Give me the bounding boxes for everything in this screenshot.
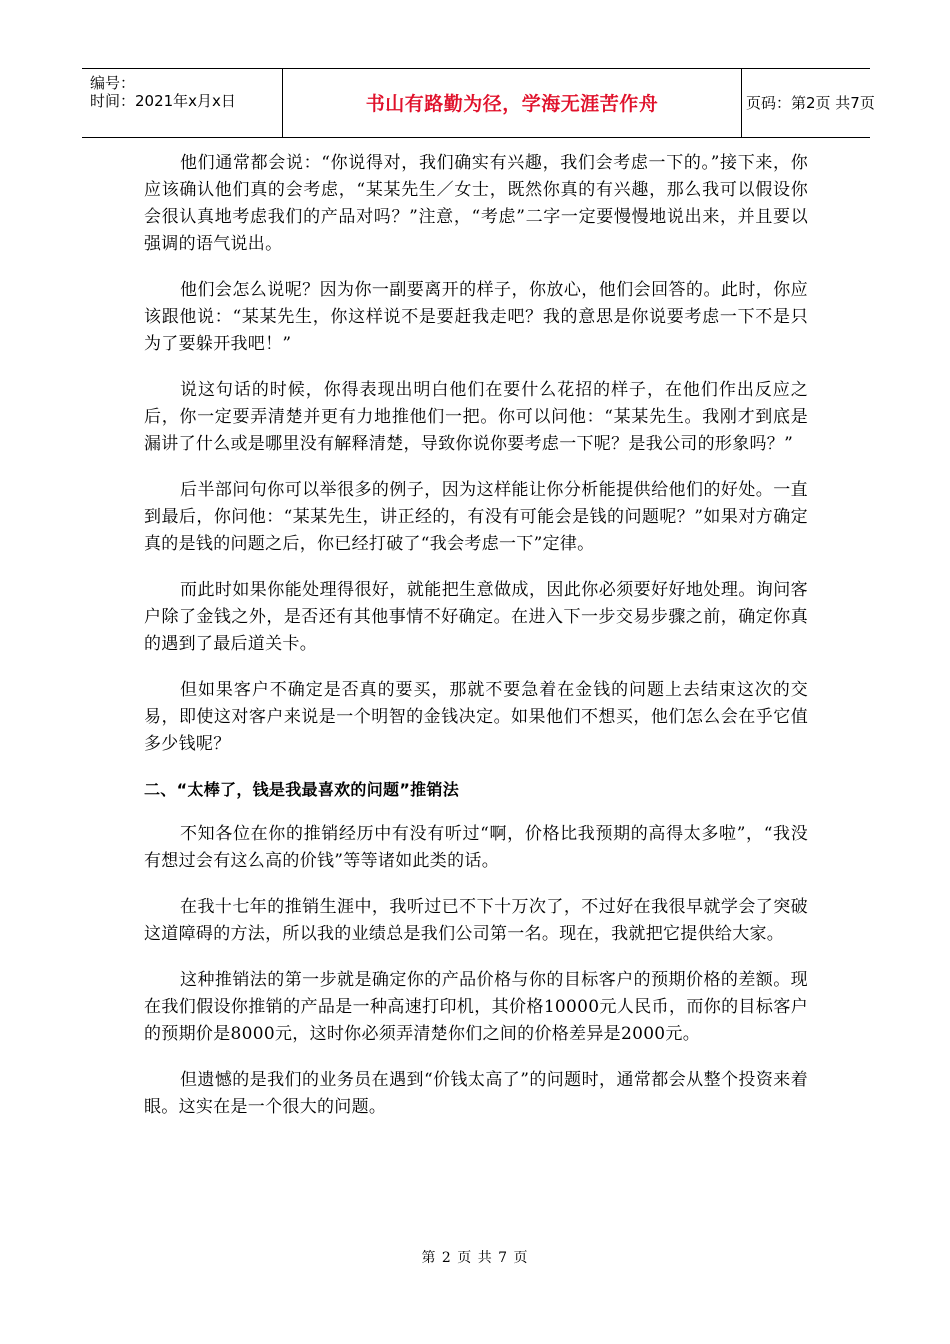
document-number-label: 编号： xyxy=(90,74,136,92)
body-paragraph: 说这句话的时候，你得表现出明白他们在要什么花招的样子，在他们作出反应之后，你一定要弄清楚并更有力地推他们一把。你可以问他：“某某先生。我刚才到底是漏讲了什么或是哪里没有解释清楚，导致你说你要考虑一下呢？是我公司的形象吗？” xyxy=(144,380,808,454)
body-paragraph: 这种推销法的第一步就是确定你的产品价格与你的目标客户的预期价格的差额。现在我们假设你推销的产品是一种高速打印机，其价格10000元人民币，而你的目标客户的预期价是8000元，这时你必须弄清楚你们之间的价格差异是2000元。 xyxy=(144,970,808,1044)
body-paragraph: 而此时如果你能处理得很好，就能把生意做成，因此你必须要好好地处理。询问客户除了金钱之外，是否还有其他事情不好确定。在进入下一步交易步骤之前，确定你真的遇到了最后道关卡。 xyxy=(144,580,808,654)
page-info: 页码：第2页 共7页 xyxy=(746,94,875,112)
header-meta-cell xyxy=(82,69,282,137)
header-motto-cell xyxy=(282,69,742,137)
motto-text: 书山有路勤为径，学海无涯苦作舟 xyxy=(365,93,659,115)
body-paragraph: 在我十七年的推销生涯中，我听过已不下十万次了，不过好在我很早就学会了突破这道障碍的方法，所以我的业绩总是我们公司第一名。现在，我就把它提供给大家。 xyxy=(144,897,808,944)
page-header xyxy=(82,68,875,138)
body-paragraph: 他们通常都会说：“你说得对，我们确实有兴趣，我们会考虑一下的。”接下来，你应该确认他们真的会考虑，“某某先生／女士，既然你真的有兴趣，那么我可以假设你会很认真地考虑我们的产品对吗？”注意，“考虑”二字一定要慢慢地说出来，并且要以强调的语气说出。 xyxy=(144,153,808,254)
body-paragraph: 他们会怎么说呢？因为你一副要离开的样子，你放心，他们会回答的。此时，你应该跟他说：“某某先生，你这样说不是要赶我走吧？我的意思是你说要考虑一下不是只为了要躲开我吧！” xyxy=(144,280,808,354)
body-paragraph: 但遗憾的是我们的业务员在遇到“价钱太高了”的问题时，通常都会从整个投资来着眼。这实在是一个很大的问题。 xyxy=(144,1070,808,1117)
header-page-cell xyxy=(740,69,875,137)
page-footer: 第 2 页 共 7 页 xyxy=(421,1250,529,1266)
body-paragraph: 后半部问句你可以举很多的例子，因为这样能让你分析能提供给他们的好处。一直到最后，你问他：“某某先生，讲正经的，有没有可能会是钱的问题呢？”如果对方确定真的是钱的问题之后，你已经打破了“我会考虑一下”定律。 xyxy=(144,480,808,554)
document-date: 时间：2021年x月x日 xyxy=(90,92,236,110)
section-heading: 二、“太棒了，钱是我最喜欢的问题”推销法 xyxy=(144,780,460,799)
body-paragraph: 不知各位在你的推销经历中有没有听过“啊，价格比我预期的高得太多啦”，“我没有想过会有这么高的价钱”等等诸如此类的话。 xyxy=(144,824,808,871)
body-paragraph: 但如果客户不确定是否真的要买，那就不要急着在金钱的问题上去结束这次的交易，即使这对客户来说是一个明智的金钱决定。如果他们不想买，他们怎么会在乎它值多少钱呢？ xyxy=(144,680,808,754)
document-body xyxy=(144,150,808,1140)
